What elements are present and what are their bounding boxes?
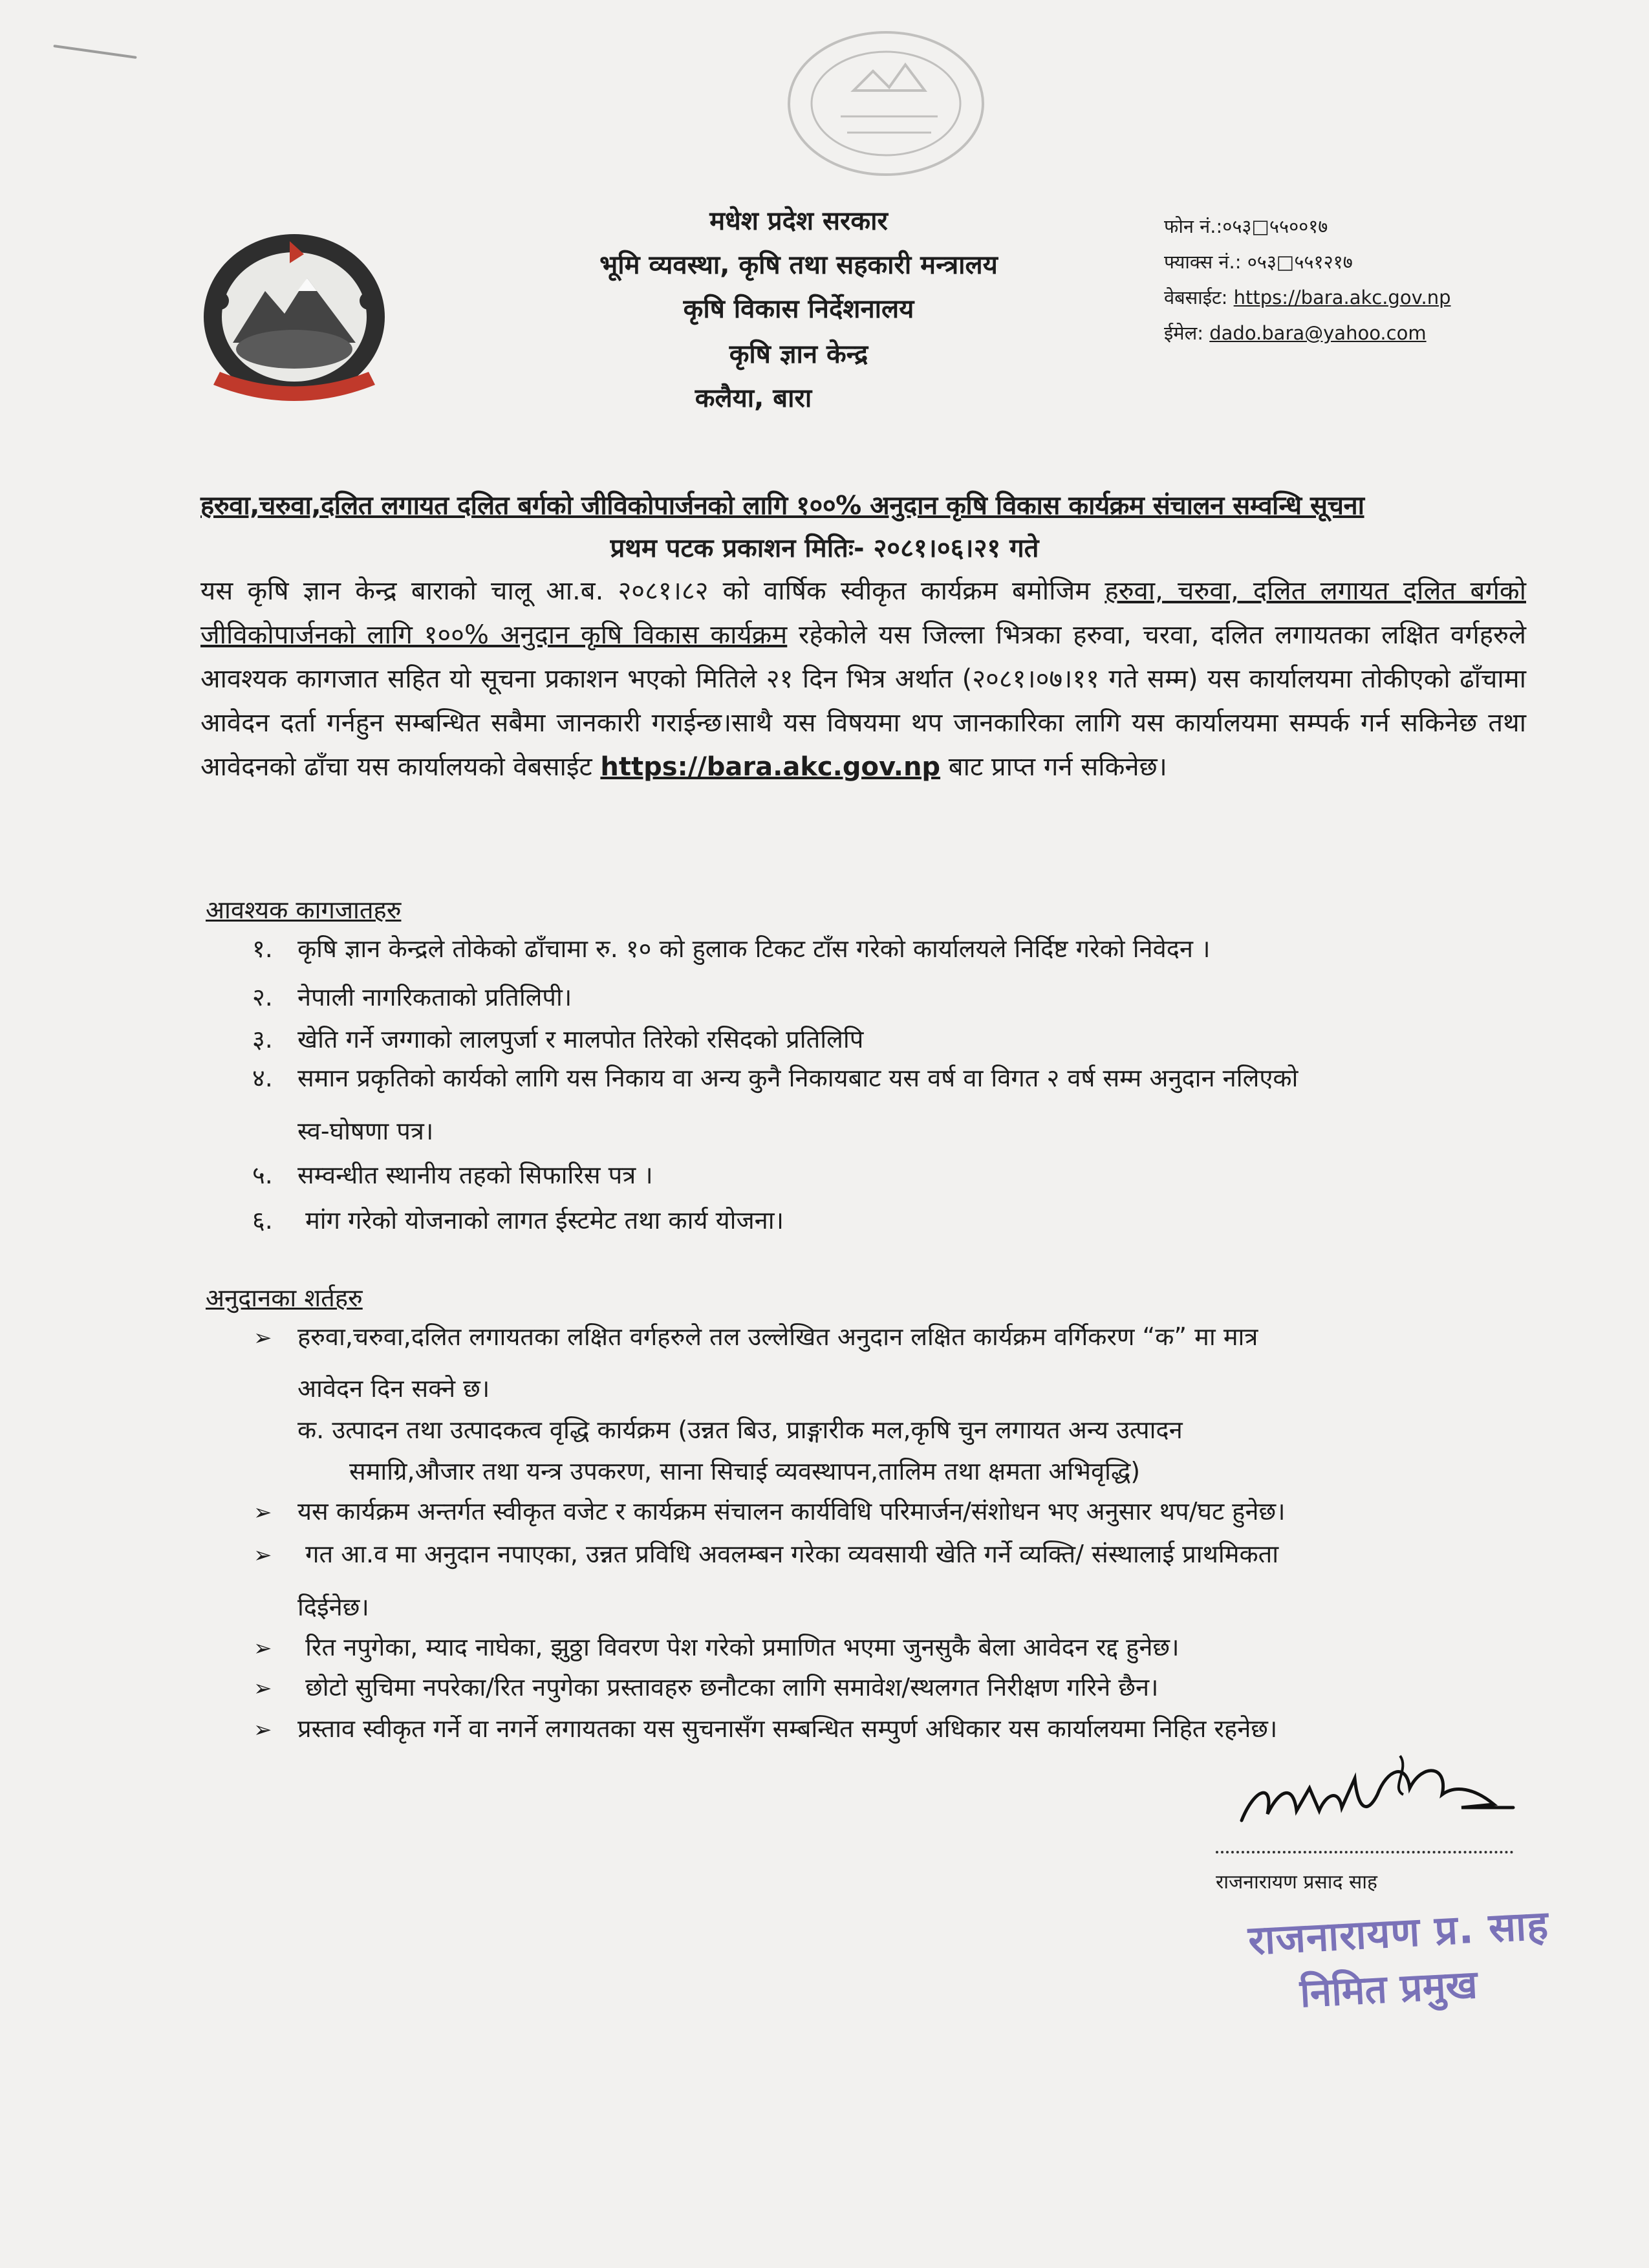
header-ministry: भूमि व्यवस्था, कृषि तथा सहकारी मन्त्रालय (599, 250, 998, 280)
para-part-2: रहेकोले यस जिल्ला भित्रका हरुवा, चरवा, दलित लगायतका लक्षित वर्गहरुले आवश्यक कागजात सहित यो सूचना प्रकाशन भएको मितिले २१ दिन भित्र अर्थात (२०८१।०७।११ गते सम्म) यस कार्यालयमा तोकीएको ढाँचामा आवेदन दर्ता गर्नहुन सम्बन्धित सबैमा जानकारी गराईन्छ।साथै यस विषयमा थप जानकारिका लागि यस कार्यालयमा सम्पर्क गर्न सकिनेछ तथा आवेदनको ढाँचा यस कार्यालयको वेबसाईट (200, 620, 1526, 782)
list-item (252, 1022, 863, 1055)
office-seal-icon (744, 26, 1015, 213)
condition-item (253, 1670, 1158, 1703)
list-item (252, 1203, 784, 1237)
email-label: ईमेल: (1164, 322, 1210, 344)
item-number: ४. (252, 1064, 273, 1092)
item-text: खेति गर्ने जग्गाको लालपुर्जा र मालपोत तिरेको रसिदको प्रतिलिपि (297, 1025, 864, 1053)
para-part-3: बाट प्राप्त गर्न सकिनेछ। (940, 752, 1167, 782)
list-item (252, 1061, 1298, 1094)
required-docs-heading: आवश्यक कागजातहरु (206, 896, 402, 924)
notice-paragraph (200, 569, 1526, 789)
condition-text: रित नपुगेका, म्याद नाघेका, झुठ्ठा विवरण पेश गरेको प्रमाणित भएमा जुनसुकै बेला आवेदन रद्द हुनेछ। (297, 1633, 1180, 1661)
header-province: मधेश प्रदेश सरकार (709, 206, 888, 236)
item-number: ३. (252, 1025, 273, 1053)
item-text: कृषि ज्ञान केन्द्रले तोकेको ढाँचामा रु. १० को हुलाक टिकट टाँस गरेको कार्यालयले निर्दिष्ट गरेको निवेदन । (297, 934, 1211, 963)
list-item (252, 1158, 653, 1191)
contact-website (1164, 285, 1451, 310)
item-text: मांग गरेको योजनाको लागत ईस्टमेट तथा कार्य योजना। (297, 1206, 784, 1235)
arrow-bullet-icon: ➢ (253, 1717, 272, 1743)
notice-title: हरुवा,चरुवा,दलित लगायत दलित बर्गको जीविकोपार्जनको लागि १००% अनुदान कृषि विकास कार्यक्रम संचालन सम्वन्धि सूचना (200, 491, 1364, 521)
condition-text: छोटो सुचिमा नपरेका/रित नपुगेका प्रस्तावहरु छनौटका लागि समावेश/स्थलगत निरीक्षण गरिने छैन। (297, 1673, 1159, 1701)
contact-phone: फोन नं.:०५३□५५००१७ (1164, 215, 1328, 237)
condition-subitem: क. उत्पादन तथा उत्पादकत्व वृद्धि कार्यक्रम (उन्नत बिउ, प्राङ्गारीक मल,कृषि चुन लगायत अन्य उत्पादन (297, 1416, 1183, 1444)
arrow-bullet-icon: ➢ (253, 1636, 272, 1661)
para-part-1: यस कृषि ज्ञान केन्द्र बाराको चालू आ.ब. २०८१।८२ को वार्षिक स्वीकृत कार्यक्रम बमोजिम (200, 576, 1105, 606)
item-number: २. (252, 983, 273, 1011)
condition-continuation: दिईनेछ। (297, 1593, 369, 1621)
signature-line (1216, 1851, 1513, 1853)
condition-item (253, 1537, 1527, 1570)
condition-item (253, 1494, 1286, 1528)
conditions-heading: अनुदानका शर्तहरु (206, 1284, 363, 1312)
condition-text: प्रस्ताव स्वीकृत गर्ने वा नगर्ने लगायतका यस सुचनासँग सम्बन्धित सम्पुर्ण अधिकार यस कार्यालयमा निहित रहनेछ। (297, 1714, 1278, 1743)
pencil-mark (53, 45, 136, 59)
condition-subitem-continuation: समाग्रि,औजार तथा यन्त्र उपकरण, साना सिचाई व्यवस्थापन,तालिम तथा क्षमता अभिवृद्धि) (349, 1457, 1141, 1485)
stamp-title: निमित प्रमुख (1299, 1961, 1479, 2017)
list-item (252, 931, 1211, 965)
item-number: ६. (252, 1206, 273, 1235)
list-item (252, 980, 572, 1013)
list-item-continuation: स्व-घोषणा पत्र। (297, 1117, 434, 1145)
condition-item (253, 1711, 1277, 1745)
signer-name: राजनारायण प्रसाद साह (1216, 1871, 1377, 1894)
condition-continuation: आवेदन दिन सक्ने छ। (297, 1374, 490, 1403)
contact-fax: फ्याक्स नं.: ०५३□५५१२१७ (1164, 251, 1353, 273)
arrow-bullet-icon: ➢ (253, 1500, 272, 1526)
email-link[interactable]: dado.bara@yahoo.com (1209, 322, 1427, 344)
item-text: नेपाली नागरिकताको प्रतिलिपी। (297, 983, 572, 1011)
arrow-bullet-icon: ➢ (253, 1542, 272, 1568)
item-number: ५. (252, 1161, 273, 1189)
item-text: समान प्रकृतिको कार्यको लागि यस निकाय वा अन्य कुनै निकायबाट यस वर्ष वा विगत २ वर्ष सम्म अनुदान नलिएको (297, 1064, 1299, 1092)
handwritten-signature (1229, 1749, 1533, 1833)
header-directorate: कृषि विकास निर्देशनालय (683, 294, 914, 324)
para-program-name: हरुवा, चरुवा, दलित लगायत दलित बर्गको जीविकोपार्जनको लागि १००% अनुदान कृषि विकास कार्यक्रम (200, 576, 1526, 650)
arrow-bullet-icon: ➢ (253, 1676, 272, 1701)
publish-date: प्रथम पटक प्रकाशन मितिः- २०८१।०६।२१ गते (610, 534, 1039, 563)
contact-email (1164, 320, 1427, 345)
condition-text: यस कार्यक्रम अन्तर्गत स्वीकृत वजेट र कार्यक्रम संचालन कार्यविधि परिमार्जन/संशोधन भए अनुसार थप/घट हुनेछ। (297, 1497, 1286, 1526)
condition-item (253, 1630, 1179, 1663)
item-number: १. (252, 934, 273, 963)
header-location: कलैया, बारा (695, 383, 812, 413)
condition-item (253, 1319, 1258, 1353)
website-link[interactable]: https://bara.akc.gov.np (1233, 286, 1451, 308)
item-text: सम्वन्धीत स्थानीय तहको सिफारिस पत्र । (297, 1161, 653, 1189)
arrow-bullet-icon: ➢ (253, 1325, 272, 1351)
condition-text: हरुवा,चरुवा,दलित लगायतका लक्षित वर्गहरुले तल उल्लेखित अनुदान लक्षित कार्यक्रम वर्गिकरण “क” मा मात्र (297, 1323, 1258, 1351)
para-website-link[interactable]: https://bara.akc.gov.np (600, 752, 941, 782)
stamp-name: राजनारायण प्र. साह (1247, 1901, 1550, 1965)
condition-text: गत आ.व मा अनुदान नपाएका, उन्नत प्रविधि अवलम्बन गरेका व्यवसायी खेति गर्ने व्यक्ति/ संस्थालाई प्राथमिकता (297, 1540, 1279, 1568)
header-office: कृषि ज्ञान केन्द्र (729, 340, 868, 369)
website-label: वेबसाईट: (1164, 286, 1234, 308)
